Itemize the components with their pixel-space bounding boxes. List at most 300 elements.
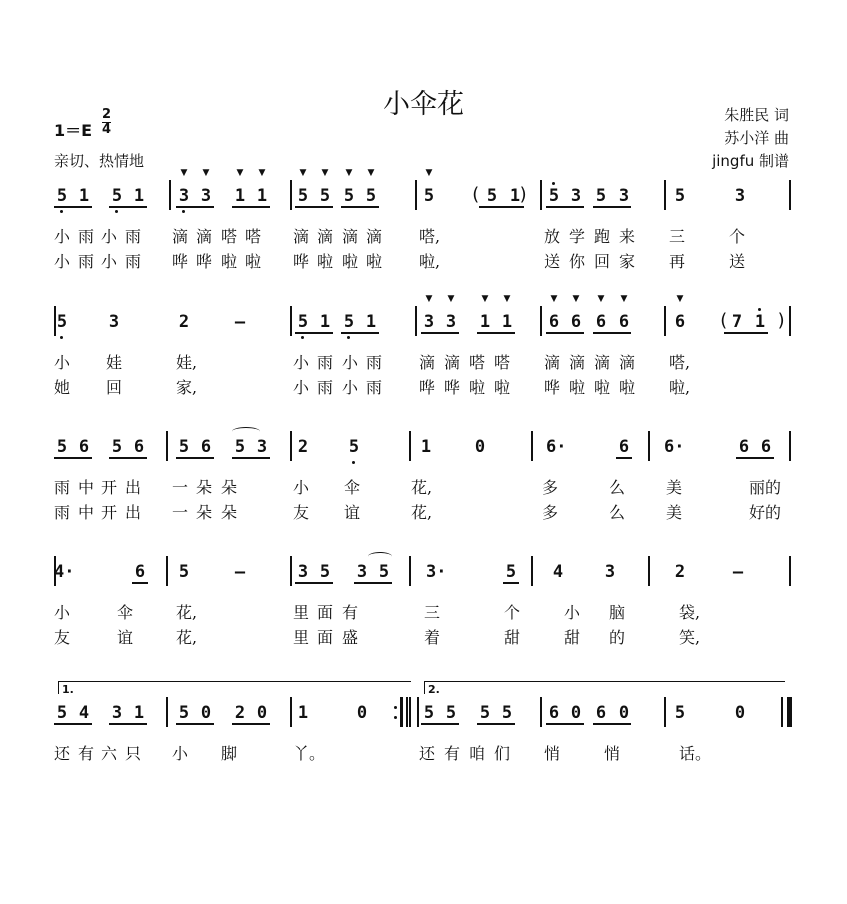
jianpu-note: 3 [618,186,630,206]
jianpu-note: 6 [548,703,560,723]
jianpu-note: 6 [570,312,582,332]
lyric-syllable: 么 [609,503,626,522]
jianpu-note: 5 [378,562,390,582]
volta-first-ending [58,681,411,694]
jianpu-note: 6 [133,437,145,457]
lyric-syllable: 多 [542,503,559,522]
eighth-note-underline [546,206,584,208]
accent-mark: ▼ [676,294,684,304]
jianpu-note: 3 [200,186,212,206]
lyric-syllable: 三 [669,227,686,246]
bar-line [409,431,411,461]
lyric-syllable: 放 [544,227,561,246]
eighth-note-underline [546,332,584,334]
lyric-syllable: 嗒, [669,353,691,372]
jianpu-note: 6 [595,312,607,332]
lyric-syllable: 有 [78,744,95,763]
lyric-syllable: 小 [54,353,71,372]
accent-mark: ▼ [572,294,580,304]
low-octave-dot [301,336,304,339]
jianpu-note: 1 [509,186,521,206]
repeat-bar-thin [406,697,408,727]
song-title: 小伞花 [383,89,464,120]
lyric-syllable: 滴 [594,353,611,372]
jianpu-note: 7 [731,312,743,332]
lyric-syllable: 啦 [245,252,262,271]
eighth-note-underline [54,723,92,725]
eighth-note-underline [295,206,333,208]
eighth-note-underline [176,206,214,208]
bar-line [664,306,666,336]
lyric-syllable: 滴 [569,353,586,372]
jianpu-note: 5 [234,437,246,457]
jianpu-note: 1 [133,703,145,723]
lyric-syllable: 脚 [221,744,238,763]
lyric-syllable: 花, [176,603,198,622]
jianpu-note: 3 [734,186,746,206]
bar-line [664,180,666,210]
jianpu-note: 2 [234,703,246,723]
jianpu-note: 6 [595,703,607,723]
tempo-marking: 亲切、热情地 [54,152,145,170]
lyric-syllable: 中 [78,503,95,522]
time-signature-numerator: 2 [102,107,112,122]
bar-line [290,431,292,461]
lyric-syllable: 雨 [78,252,95,271]
jianpu-note: 2 [297,437,309,457]
eighth-note-underline [736,457,774,459]
lyric-syllable: 面 [317,628,334,647]
lyric-syllable: 跑 [594,227,611,246]
lyric-syllable: 丽的 [749,478,782,497]
lyric-syllable: 雨 [125,252,142,271]
repeat-bar-thick [400,697,403,727]
jianpu-note: 6· [664,437,685,457]
jianpu-note: 5 [346,437,362,457]
lyric-syllable: 滴 [419,353,436,372]
final-bar-thin [781,697,783,727]
accent-mark: ▼ [321,168,329,178]
jianpu-note: 5 [486,186,498,206]
lyric-syllable: 学 [569,227,586,246]
eighth-note-underline [176,457,214,459]
eighth-note-underline [132,582,148,584]
lyric-syllable: 悄 [604,744,621,763]
jianpu-note: 5 [54,186,70,206]
bar-line [290,556,292,586]
lyric-syllable: 着 [424,628,441,647]
low-octave-dot [182,210,185,213]
lyric-syllable: 友 [54,628,71,647]
lyric-syllable: 嗒 [494,353,511,372]
bracket-paren: ( [718,310,729,331]
lyric-syllable: 笑, [679,628,701,647]
lyric-syllable: 啦 [619,378,636,397]
bracket-paren: ( [470,184,481,205]
eighth-note-underline [593,332,631,334]
lyric-syllable: 甜 [564,628,581,647]
accent-mark: ▼ [425,168,433,178]
jianpu-note: 5 [341,312,357,332]
repeat-dot [394,716,397,719]
jianpu-note: 3 [445,312,457,332]
jianpu-note: 5 [295,312,311,332]
lyric-syllable: 雨 [366,378,383,397]
bar-line [415,306,417,336]
bracket-paren: ) [518,184,529,205]
bar-line [664,697,666,727]
jianpu-note: 5 [111,437,123,457]
lyric-syllable: 开 [101,503,118,522]
lyric-syllable: 雨 [366,353,383,372]
lyric-syllable: 啦 [469,378,486,397]
bar-line [409,556,411,586]
lyric-syllable: 有 [444,744,461,763]
jianpu-note: 1 [234,186,246,206]
jianpu-note: 6 [760,437,772,457]
jianpu-note: 0 [256,703,268,723]
eighth-note-underline [479,206,524,208]
lyric-syllable: 小 [101,252,118,271]
low-octave-dot [115,210,118,213]
jianpu-note: 1 [297,703,309,723]
jianpu-note: 4 [552,562,564,582]
jianpu-note: 3· [426,562,447,582]
jianpu-note: 0 [570,703,582,723]
lyric-syllable: 盛 [342,628,359,647]
lyric-syllable: 啦 [342,252,359,271]
accent-mark: ▼ [236,168,244,178]
eighth-note-underline [503,582,519,584]
lyric-syllable: 送 [544,252,561,271]
lyric-syllable: 雨 [54,503,71,522]
time-signature-denominator: 4 [102,122,112,137]
jianpu-note: 5 [546,186,562,206]
bar-line [166,556,168,586]
lyric-syllable: 啦 [317,252,334,271]
bar-line [415,180,417,210]
jianpu-note: 3 [423,312,435,332]
repeat-bar-start [417,697,419,727]
lyric-syllable: 话。 [679,744,712,763]
eighth-note-underline [54,206,92,208]
jianpu-note: – [732,562,744,582]
jianpu-note: 1 [501,312,513,332]
low-octave-dot [60,336,63,339]
lyric-syllable: 六 [101,744,118,763]
lyric-syllable: 哗 [444,378,461,397]
bar-line [290,180,292,210]
jianpu-note: 5 [423,703,435,723]
lyric-syllable: 雨 [54,478,71,497]
lyric-syllable: 她 [54,378,71,397]
lyric-syllable: 只 [125,744,142,763]
lyric-syllable: 里 [293,628,310,647]
eighth-note-underline [109,206,147,208]
lyric-syllable: 一 [172,503,189,522]
jianpu-note: 5 [178,562,190,582]
accent-mark: ▼ [180,168,188,178]
eighth-note-underline [54,457,92,459]
jianpu-note: 5 [365,186,377,206]
bar-line [290,306,292,336]
jianpu-note: 3 [604,562,616,582]
lyricist-credit: 朱胜民 词 [724,106,789,124]
lyric-syllable: 嗒 [245,227,262,246]
eighth-note-underline [109,457,147,459]
lyric-syllable: 朵 [221,478,238,497]
lyric-syllable: 回 [106,378,123,397]
bracket-paren: ) [776,310,787,331]
lyric-syllable: 嗒 [469,353,486,372]
bar-line [531,431,533,461]
bar-line [166,697,168,727]
lyric-syllable: 小 [293,353,310,372]
bar-line [166,431,168,461]
lyric-syllable: 的 [609,628,626,647]
accent-mark: ▼ [447,294,455,304]
lyric-syllable: 个 [729,227,746,246]
lyric-syllable: 小 [101,227,118,246]
lyric-syllable: 娃 [106,353,123,372]
accent-mark: ▼ [481,294,489,304]
lyric-syllable: 么 [609,478,626,497]
time-signature [102,108,111,137]
lyric-syllable: 悄 [544,744,561,763]
jianpu-note: – [234,312,246,332]
jianpu-note: 5 [674,186,686,206]
volta-second-ending [424,681,785,694]
lyric-syllable: 脑 [609,603,626,622]
jianpu-note: 6· [546,437,567,457]
lyric-syllable: 哗 [419,378,436,397]
jianpu-note: 1 [479,312,491,332]
lyric-syllable: 娃, [176,353,198,372]
jianpu-note: 0 [356,703,368,723]
lyric-syllable: 小 [54,227,71,246]
jianpu-note: 6 [134,562,146,582]
lyric-syllable: 小 [293,478,310,497]
jianpu-note: 6 [618,437,630,457]
jianpu-note: 5 [445,703,457,723]
lyric-syllable: 再 [669,252,686,271]
lyric-syllable: 出 [125,478,142,497]
eighth-note-underline [295,332,333,334]
lyric-syllable: 哗 [196,252,213,271]
lyric-syllable: 好的 [749,503,782,522]
jianpu-note: 3 [256,437,268,457]
eighth-note-underline [546,723,584,725]
eighth-note-underline [593,723,631,725]
lyric-syllable: 家 [619,252,636,271]
repeat-dot [394,706,397,709]
jianpu-note: 5 [319,562,331,582]
accent-mark: ▼ [597,294,605,304]
jianpu-note: 3 [297,562,309,582]
eighth-note-underline [477,723,515,725]
lyric-syllable: 雨 [125,227,142,246]
jianpu-note: 3 [176,186,192,206]
lyric-syllable: 滴 [196,227,213,246]
bar-line [409,697,411,727]
bar-line [648,431,650,461]
jianpu-note: 5 [595,186,607,206]
jianpu-note: 5 [56,437,68,457]
lyric-syllable: 一 [172,478,189,497]
lyric-syllable: 中 [78,478,95,497]
accent-mark: ▼ [550,294,558,304]
lyric-syllable: 面 [317,603,334,622]
volta-first-label: 1. [62,683,74,696]
eighth-note-underline [176,723,214,725]
eighth-note-underline [232,206,270,208]
bar-line [648,556,650,586]
lyric-syllable: 小 [54,603,71,622]
jianpu-note: 6 [200,437,212,457]
lyric-syllable: 哗 [172,252,189,271]
jianpu-note: 6 [674,312,686,332]
jianpu-note: 0 [474,437,486,457]
jianpu-note: 4 [78,703,90,723]
accent-mark: ▼ [367,168,375,178]
lyric-syllable: 你 [569,252,586,271]
lyric-syllable: 开 [101,478,118,497]
lyric-syllable: 滴 [444,353,461,372]
lyric-syllable: 花, [176,628,198,647]
jianpu-note: 0 [734,703,746,723]
lyric-syllable: 回 [594,252,611,271]
lyric-syllable: 美 [666,503,683,522]
eighth-note-underline [616,457,632,459]
jianpu-note: – [234,562,246,582]
eighth-note-underline [421,332,459,334]
jianpu-note: 2 [178,312,190,332]
jianpu-note: 5 [501,703,513,723]
volta-second-label: 2. [428,683,440,696]
accent-mark: ▼ [258,168,266,178]
accent-mark: ▼ [202,168,210,178]
jianpu-note: 6 [738,437,750,457]
jianpu-note: 3 [570,186,582,206]
bar-line [789,556,791,586]
lyric-syllable: 三 [424,603,441,622]
eighth-note-underline [232,723,270,725]
jianpu-note: 6 [78,437,90,457]
jianpu-note: 5 [54,312,70,332]
lyric-syllable: 小 [293,378,310,397]
lyric-syllable: 友 [293,503,310,522]
lyric-syllable: 滴 [293,227,310,246]
lyric-syllable: 啦 [594,378,611,397]
low-octave-dot [347,336,350,339]
jianpu-note: 3 [111,703,123,723]
accent-mark: ▼ [299,168,307,178]
jianpu-note: 1 [319,312,331,332]
eighth-note-underline [354,582,392,584]
bar-line [540,697,542,727]
jianpu-note: 1 [78,186,90,206]
lyric-syllable: 滴 [544,353,561,372]
lyric-syllable: 雨 [317,378,334,397]
jianpu-note: 1 [365,312,377,332]
jianpu-note: 5 [178,703,190,723]
jianpu-note: 6 [548,312,560,332]
lyric-syllable: 送 [729,252,746,271]
jianpu-note: 5 [479,703,491,723]
low-octave-dot [352,461,355,464]
eighth-note-underline [341,206,379,208]
lyric-syllable: 谊 [117,628,134,647]
lyric-syllable: 花, [411,478,433,497]
lyric-syllable: 来 [619,227,636,246]
jianpu-note: 5 [178,437,190,457]
lyric-syllable: 哗 [544,378,561,397]
lyric-syllable: 伞 [117,603,134,622]
jianpu-note: 2 [674,562,686,582]
jianpu-note: 4· [54,562,75,582]
accent-mark: ▼ [620,294,628,304]
slur-arc [232,427,260,436]
lyric-syllable: 有 [342,603,359,622]
lyric-syllable: 滴 [366,227,383,246]
bar-line [789,431,791,461]
jianpu-note: 1 [256,186,268,206]
lyric-syllable: 伞 [344,478,361,497]
lyric-syllable: 啦 [366,252,383,271]
lyric-syllable: 小 [564,603,581,622]
jianpu-note: 1 [420,437,432,457]
lyric-syllable: 嗒 [221,227,238,246]
jianpu-note: 1 [752,312,768,332]
lyric-syllable: 啦 [494,378,511,397]
low-octave-dot [60,210,63,213]
bar-line [789,306,791,336]
lyric-syllable: 滴 [619,353,636,372]
eighth-note-underline [232,457,270,459]
jianpu-note: 5 [109,186,125,206]
lyric-syllable: 花, [411,503,433,522]
lyric-syllable: 雨 [78,227,95,246]
eighth-note-underline [295,582,333,584]
lyric-syllable: 小 [172,744,189,763]
lyric-syllable: 出 [125,503,142,522]
lyric-syllable: 滴 [342,227,359,246]
jianpu-note: 0 [200,703,212,723]
eighth-note-underline [724,332,768,334]
lyric-syllable: 啦, [669,378,691,397]
lyric-syllable: 嗒, [419,227,441,246]
lyric-syllable: 个 [504,603,521,622]
jianpu-note: 5 [505,562,517,582]
lyric-syllable: 滴 [172,227,189,246]
bar-line [169,180,171,210]
key-signature: 1＝E [54,121,93,140]
eighth-note-underline [477,332,515,334]
lyric-syllable: 啦 [221,252,238,271]
final-bar-thick [787,697,791,727]
eighth-note-underline [341,332,379,334]
accent-mark: ▼ [425,294,433,304]
eighth-note-underline [109,723,147,725]
lyric-syllable: 们 [494,744,511,763]
jianpu-note: 5 [423,186,435,206]
slur-arc [368,552,392,561]
lyric-syllable: 小 [342,378,359,397]
bar-line [789,180,791,210]
lyric-syllable: 袋, [679,603,701,622]
high-octave-dot [552,182,555,185]
jianpu-note: 0 [618,703,630,723]
